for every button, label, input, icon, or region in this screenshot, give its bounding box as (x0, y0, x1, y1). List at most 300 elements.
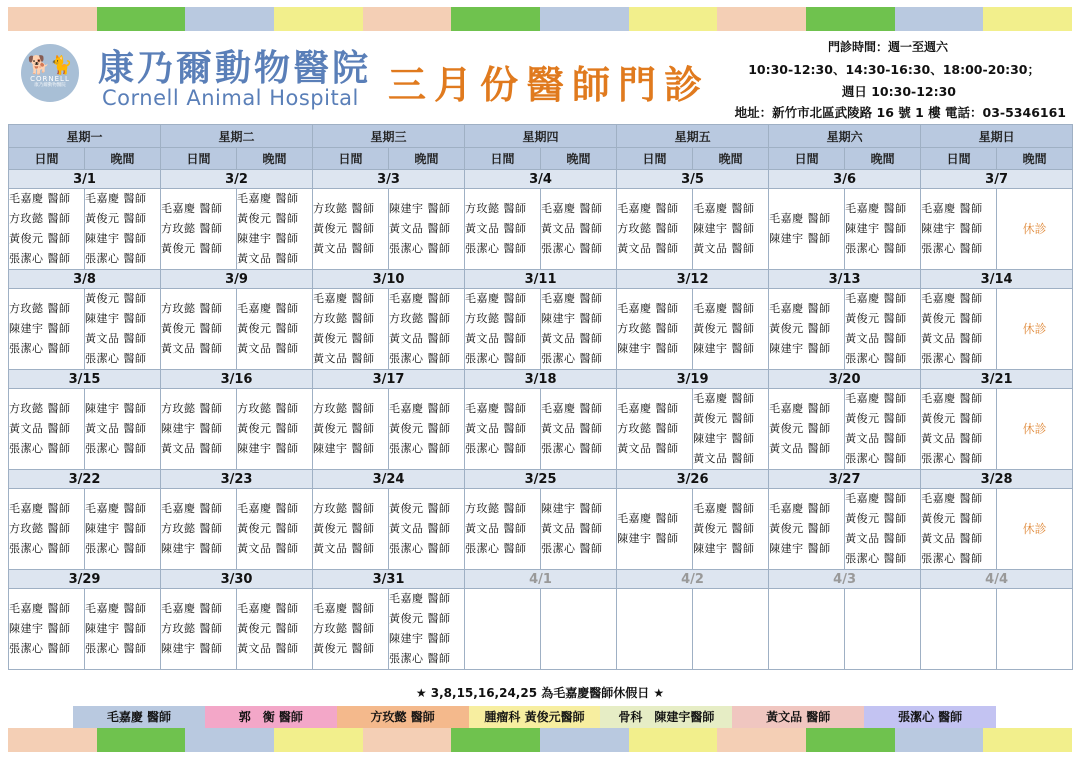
shift-cell (921, 389, 997, 470)
doctor-entry: 黃文品 醫師 (161, 342, 223, 355)
stripe-segment (185, 7, 274, 31)
date-cell: 3/23 (161, 470, 313, 489)
doctor-entry: 毛嘉慶 醫師 (9, 502, 71, 515)
doctor-entry: 黃文品 醫師 (465, 422, 527, 435)
shift-cell (161, 289, 237, 370)
shift-cell (465, 589, 541, 670)
doctor-entry: 陳建宇 醫師 (769, 232, 831, 245)
doctor-entry: 方玫懿 醫師 (237, 402, 299, 415)
date-cell: 3/1 (9, 170, 161, 189)
doctor-entry: 毛嘉慶 醫師 (921, 292, 983, 305)
doctor-entry: 黃俊元 醫師 (313, 332, 375, 345)
schedule-row (9, 389, 1073, 470)
shift-cell (161, 389, 237, 470)
doctor-entry: 黃文品 醫師 (161, 442, 223, 455)
doctor-entry: 陳建宇 醫師 (617, 532, 679, 545)
doctor-entry: 黃俊元 醫師 (313, 642, 375, 655)
shift-cell (617, 589, 693, 670)
date-cell: 3/8 (9, 270, 161, 289)
doctor-entry: 毛嘉慶 醫師 (541, 402, 603, 415)
doctor-entry: 張潔心 醫師 (465, 442, 527, 455)
doctor-entry: 陳建宇 醫師 (693, 432, 755, 445)
doctor-entry: 張潔心 醫師 (541, 442, 603, 455)
shift-night-header: 晚間 (237, 148, 313, 170)
shift-cell (313, 289, 389, 370)
doctor-entry: 毛嘉慶 醫師 (617, 402, 679, 415)
legend-item: 骨科 陳建宇醫師 (600, 706, 732, 728)
closed-cell: 休診 (997, 289, 1073, 370)
doctor-entry: 毛嘉慶 醫師 (9, 602, 71, 615)
shift-cell (997, 589, 1073, 670)
doctor-entry: 毛嘉慶 醫師 (237, 302, 299, 315)
doctor-entry: 毛嘉慶 醫師 (921, 392, 983, 405)
shift-day-header: 日間 (161, 148, 237, 170)
day-header: 星期五 (617, 125, 769, 148)
date-cell: 3/26 (617, 470, 769, 489)
doctor-entry: 毛嘉慶 醫師 (921, 202, 983, 215)
stripe-segment (629, 7, 718, 31)
doctor-entry: 張潔心 醫師 (9, 642, 71, 655)
doctor-entry: 黃文品 醫師 (85, 332, 147, 345)
doctor-entry: 毛嘉慶 醫師 (85, 502, 147, 515)
stripe-segment (629, 728, 718, 752)
date-cell: 3/3 (313, 170, 465, 189)
shift-header-row (9, 148, 1073, 170)
shift-night-header: 晚間 (389, 148, 465, 170)
shift-cell (693, 189, 769, 270)
closed-cell: 休診 (997, 389, 1073, 470)
stripe-segment (983, 7, 1072, 31)
shift-cell (85, 489, 161, 570)
shift-cell (9, 589, 85, 670)
hospital-name-cn: 康乃爾動物醫院 (98, 47, 372, 89)
doctor-entry: 黃文品 醫師 (237, 342, 299, 355)
doctor-entry: 黃俊元 醫師 (237, 522, 299, 535)
doctor-entry: 黃俊元 醫師 (161, 322, 223, 335)
date-cell: 3/22 (9, 470, 161, 489)
doctor-entry: 黃文品 醫師 (313, 352, 375, 365)
hours-label: 門診時間：週一至週六 (827, 40, 948, 54)
doctor-entry: 張潔心 醫師 (921, 242, 983, 255)
shift-cell (161, 489, 237, 570)
shift-day-header: 日間 (921, 148, 997, 170)
doctor-entry: 陳建宇 醫師 (693, 342, 755, 355)
date-cell: 3/15 (9, 370, 161, 389)
doctor-entry: 黃文品 醫師 (617, 242, 679, 255)
shift-cell (313, 189, 389, 270)
doctor-entry: 方玫懿 醫師 (9, 522, 71, 535)
legend-item: 腫瘤科 黃俊元醫師 (469, 706, 601, 728)
doctor-entry: 黃文品 醫師 (9, 422, 71, 435)
doctor-entry: 方玫懿 醫師 (313, 622, 375, 635)
doctor-entry: 黃文品 醫師 (237, 542, 299, 555)
date-row (9, 570, 1073, 589)
legend-item: 方玫懿 醫師 (337, 706, 469, 728)
shift-cell (465, 389, 541, 470)
shift-cell (313, 389, 389, 470)
doctor-entry: 張潔心 醫師 (845, 242, 907, 255)
doctor-entry: 黃俊元 醫師 (769, 322, 831, 335)
doctor-entry: 黃文品 醫師 (921, 532, 983, 545)
shift-cell (769, 289, 845, 370)
stripe-segment (540, 7, 629, 31)
doctor-entry: 毛嘉慶 醫師 (693, 202, 755, 215)
doctor-entry: 陳建宇 醫師 (389, 202, 451, 215)
day-header: 星期四 (465, 125, 617, 148)
doctor-entry: 黃文品 醫師 (237, 252, 299, 265)
hospital-name-en: Cornell Animal Hospital (102, 86, 359, 110)
shift-cell (541, 389, 617, 470)
doctor-entry: 黃俊元 醫師 (693, 412, 755, 425)
doctor-entry: 毛嘉慶 醫師 (9, 192, 71, 205)
doctor-entry: 黃俊元 醫師 (85, 292, 147, 305)
stripe-segment (717, 728, 806, 752)
shift-cell (769, 389, 845, 470)
shift-cell (237, 389, 313, 470)
closed-cell: 休診 (997, 189, 1073, 270)
shift-cell (9, 389, 85, 470)
date-row (9, 270, 1073, 289)
shift-cell (465, 189, 541, 270)
doctor-entry: 黃文品 醫師 (541, 522, 603, 535)
date-cell: 3/12 (617, 270, 769, 289)
doctor-entry: 黃文品 醫師 (541, 422, 603, 435)
doctor-entry: 黃俊元 醫師 (921, 412, 983, 425)
logo-text: CORNELL (30, 75, 70, 83)
doctor-entry: 黃俊元 醫師 (161, 242, 223, 255)
doctor-entry: 黃文品 醫師 (769, 442, 831, 455)
date-cell: 3/9 (161, 270, 313, 289)
doctor-entry: 毛嘉慶 醫師 (769, 402, 831, 415)
shift-cell (237, 189, 313, 270)
date-cell: 3/18 (465, 370, 617, 389)
date-cell: 3/20 (769, 370, 921, 389)
doctor-entry: 張潔心 醫師 (541, 352, 603, 365)
date-cell: 4/1 (465, 570, 617, 589)
date-cell: 3/30 (161, 570, 313, 589)
shift-cell (313, 489, 389, 570)
shift-night-header: 晚間 (541, 148, 617, 170)
date-cell: 3/27 (769, 470, 921, 489)
doctor-entry: 毛嘉慶 醫師 (693, 502, 755, 515)
doctor-entry: 毛嘉慶 醫師 (161, 602, 223, 615)
stripe-segment (895, 7, 984, 31)
doctor-entry: 黃文品 醫師 (845, 432, 907, 445)
doctor-entry: 黃文品 醫師 (845, 332, 907, 345)
doctor-entry: 毛嘉慶 醫師 (389, 592, 451, 605)
doctor-entry: 張潔心 醫師 (921, 452, 983, 465)
doctor-entry: 黃文品 醫師 (465, 522, 527, 535)
day-header: 星期日 (921, 125, 1073, 148)
doctor-entry: 毛嘉慶 醫師 (389, 292, 451, 305)
doctor-entry: 黃俊元 醫師 (845, 312, 907, 325)
shift-cell (845, 389, 921, 470)
closed-cell: 休診 (997, 489, 1073, 570)
doctor-entry: 黃文品 醫師 (693, 242, 755, 255)
hospital-logo (21, 44, 79, 102)
schedule-row (9, 189, 1073, 270)
doctor-entry: 陳建宇 醫師 (161, 542, 223, 555)
doctor-entry: 方玫懿 醫師 (161, 302, 223, 315)
doctor-entry: 陳建宇 醫師 (237, 442, 299, 455)
stripe-segment (274, 7, 363, 31)
stripe-segment (451, 728, 540, 752)
doctor-entry: 方玫懿 醫師 (617, 422, 679, 435)
schedule-table (8, 124, 1073, 670)
doctor-entry: 黃俊元 醫師 (921, 512, 983, 525)
doctor-entry: 黃文品 醫師 (617, 442, 679, 455)
stripe-segment (8, 728, 97, 752)
stripe-segment (451, 7, 540, 31)
doctor-entry: 毛嘉慶 醫師 (313, 292, 375, 305)
doctor-entry: 毛嘉慶 醫師 (693, 392, 755, 405)
doctor-entry: 張潔心 醫師 (389, 352, 451, 365)
doctor-entry: 毛嘉慶 醫師 (769, 502, 831, 515)
doctor-entry: 方玫懿 醫師 (161, 522, 223, 535)
doctor-entry: 黃文品 醫師 (921, 332, 983, 345)
date-cell: 3/21 (921, 370, 1073, 389)
shift-cell (693, 289, 769, 370)
shift-day-header: 日間 (465, 148, 541, 170)
date-cell: 3/7 (921, 170, 1073, 189)
shift-cell (161, 589, 237, 670)
doctor-entry: 陳建宇 醫師 (845, 222, 907, 235)
doctor-entry: 陳建宇 醫師 (85, 622, 147, 635)
shift-cell (389, 389, 465, 470)
doctor-entry: 黃文品 醫師 (389, 332, 451, 345)
doctor-entry: 毛嘉慶 醫師 (85, 192, 147, 205)
doctor-entry: 毛嘉慶 醫師 (85, 602, 147, 615)
doctor-entry: 張潔心 醫師 (9, 442, 71, 455)
doctor-entry: 陳建宇 醫師 (313, 442, 375, 455)
doctor-entry: 毛嘉慶 醫師 (845, 492, 907, 505)
shift-cell (541, 189, 617, 270)
doctor-entry: 黃俊元 醫師 (237, 422, 299, 435)
doctor-entry: 陳建宇 醫師 (617, 342, 679, 355)
hours-sunday: 週日 10:30-12:30 (841, 84, 956, 99)
date-cell: 3/28 (921, 470, 1073, 489)
doctor-entry: 黃文品 醫師 (465, 332, 527, 345)
doctor-entry: 毛嘉慶 醫師 (313, 602, 375, 615)
date-cell: 3/2 (161, 170, 313, 189)
shift-cell (845, 289, 921, 370)
day-header: 星期一 (9, 125, 161, 148)
stripe-segment (8, 7, 97, 31)
date-cell: 4/3 (769, 570, 921, 589)
date-cell: 3/5 (617, 170, 769, 189)
doctor-entry: 毛嘉慶 醫師 (237, 602, 299, 615)
doctor-entry: 黃文品 醫師 (85, 422, 147, 435)
shift-cell (465, 489, 541, 570)
doctor-entry: 毛嘉慶 醫師 (161, 202, 223, 215)
shift-cell (693, 389, 769, 470)
stripe-segment (363, 7, 452, 31)
doctor-entry: 黃俊元 醫師 (9, 232, 71, 245)
stripe-segment (717, 7, 806, 31)
doctor-entry: 黃俊元 醫師 (845, 412, 907, 425)
shift-cell (921, 289, 997, 370)
doctor-entry: 黃俊元 醫師 (389, 612, 451, 625)
doctor-entry: 方玫懿 醫師 (465, 202, 527, 215)
shift-cell (617, 289, 693, 370)
shift-cell (769, 489, 845, 570)
day-header: 星期二 (161, 125, 313, 148)
doctor-entry: 毛嘉慶 醫師 (237, 192, 299, 205)
date-row (9, 470, 1073, 489)
doctor-entry: 張潔心 醫師 (9, 342, 71, 355)
doctor-entry: 張潔心 醫師 (9, 542, 71, 555)
doctor-entry: 毛嘉慶 醫師 (845, 392, 907, 405)
shift-cell (85, 389, 161, 470)
doctor-entry: 陳建宇 醫師 (693, 222, 755, 235)
doctor-entry: 毛嘉慶 醫師 (921, 492, 983, 505)
doctor-entry: 方玫懿 醫師 (161, 622, 223, 635)
date-cell: 3/14 (921, 270, 1073, 289)
date-cell: 3/11 (465, 270, 617, 289)
shift-cell (921, 489, 997, 570)
day-header-row (9, 125, 1073, 148)
shift-cell (693, 589, 769, 670)
doctor-entry: 方玫懿 醫師 (465, 502, 527, 515)
date-cell: 3/6 (769, 170, 921, 189)
shift-cell (541, 289, 617, 370)
shift-cell (921, 589, 997, 670)
doctor-entry: 黃俊元 醫師 (769, 422, 831, 435)
shift-night-header: 晚間 (693, 148, 769, 170)
doctor-entry: 張潔心 醫師 (465, 242, 527, 255)
bottom-color-stripe (8, 728, 1072, 752)
doctor-entry: 黃文品 醫師 (465, 222, 527, 235)
stripe-segment (97, 7, 186, 31)
doctor-entry: 張潔心 醫師 (85, 442, 147, 455)
doctor-entry: 黃俊元 醫師 (769, 522, 831, 535)
doctor-entry: 毛嘉慶 醫師 (617, 202, 679, 215)
doctor-entry: 方玫懿 醫師 (9, 302, 71, 315)
shift-cell (541, 489, 617, 570)
doctor-entry: 方玫懿 醫師 (617, 322, 679, 335)
doctor-entry: 毛嘉慶 醫師 (845, 292, 907, 305)
shift-cell (237, 489, 313, 570)
shift-cell (617, 489, 693, 570)
shift-cell (389, 489, 465, 570)
doctor-entry: 黃俊元 醫師 (237, 212, 299, 225)
doctor-entry: 黃文品 醫師 (237, 642, 299, 655)
date-cell: 3/29 (9, 570, 161, 589)
shift-cell (845, 589, 921, 670)
doctor-entry: 張潔心 醫師 (541, 242, 603, 255)
doctor-entry: 黃俊元 醫師 (389, 502, 451, 515)
doctor-entry: 張潔心 醫師 (85, 542, 147, 555)
doctor-entry: 黃俊元 醫師 (313, 522, 375, 535)
schedule-row (9, 289, 1073, 370)
doctor-entry: 黃俊元 醫師 (693, 522, 755, 535)
doctor-entry: 黃俊元 醫師 (845, 512, 907, 525)
top-color-stripe (8, 7, 1072, 31)
legend-item: 黃文品 醫師 (732, 706, 864, 728)
doctor-entry: 方玫懿 醫師 (313, 312, 375, 325)
doctor-entry: 陳建宇 醫師 (541, 502, 603, 515)
date-cell: 3/13 (769, 270, 921, 289)
shift-night-header: 晚間 (845, 148, 921, 170)
stripe-segment (97, 728, 186, 752)
date-cell: 4/2 (617, 570, 769, 589)
day-header: 星期三 (313, 125, 465, 148)
shift-cell (541, 589, 617, 670)
date-cell: 3/24 (313, 470, 465, 489)
doctor-entry: 毛嘉慶 醫師 (161, 502, 223, 515)
doctor-entry: 陳建宇 醫師 (237, 232, 299, 245)
doctor-entry: 黃俊元 醫師 (237, 622, 299, 635)
doctor-entry: 黃文品 醫師 (541, 222, 603, 235)
doctor-entry: 方玫懿 醫師 (313, 402, 375, 415)
doctor-entry: 毛嘉慶 醫師 (769, 212, 831, 225)
doctor-entry: 陳建宇 醫師 (769, 342, 831, 355)
doctor-entry: 方玫懿 醫師 (617, 222, 679, 235)
doctor-entry: 陳建宇 醫師 (921, 222, 983, 235)
doctor-entry: 陳建宇 醫師 (389, 632, 451, 645)
doctor-entry: 黃文品 醫師 (313, 242, 375, 255)
shift-night-header: 晚間 (85, 148, 161, 170)
doctor-entry: 張潔心 醫師 (921, 352, 983, 365)
doctor-entry: 張潔心 醫師 (845, 352, 907, 365)
stripe-segment (895, 728, 984, 752)
doctor-entry: 陳建宇 醫師 (85, 232, 147, 245)
shift-cell (769, 189, 845, 270)
paw-icon: 🐕🐈 (27, 55, 73, 76)
doctor-entry: 黃俊元 醫師 (85, 212, 147, 225)
doctor-entry: 張潔心 醫師 (85, 252, 147, 265)
doctor-entry: 黃俊元 醫師 (921, 312, 983, 325)
doctor-entry: 方玫懿 醫師 (465, 312, 527, 325)
doctor-entry: 陳建宇 醫師 (85, 402, 147, 415)
doctor-entry: 張潔心 醫師 (389, 652, 451, 665)
doctor-entry: 毛嘉慶 醫師 (845, 202, 907, 215)
doctor-entry: 毛嘉慶 醫師 (237, 502, 299, 515)
doctor-entry: 陳建宇 醫師 (85, 522, 147, 535)
shift-cell (161, 189, 237, 270)
schedule-row (9, 489, 1073, 570)
legend-item: 郭 衡 醫師 (205, 706, 337, 728)
shift-cell (769, 589, 845, 670)
shift-day-header: 日間 (617, 148, 693, 170)
doctor-entry: 黃文品 醫師 (845, 532, 907, 545)
doctor-entry: 黃文品 醫師 (389, 222, 451, 235)
doctor-entry: 張潔心 醫師 (845, 552, 907, 565)
date-cell: 3/4 (465, 170, 617, 189)
shift-cell (85, 289, 161, 370)
doctor-entry: 張潔心 醫師 (465, 542, 527, 555)
shift-cell (85, 589, 161, 670)
shift-day-header: 日間 (313, 148, 389, 170)
doctor-entry: 陳建宇 醫師 (769, 542, 831, 555)
stripe-segment (806, 7, 895, 31)
shift-cell (85, 189, 161, 270)
doctor-entry: 毛嘉慶 醫師 (389, 402, 451, 415)
doctor-entry: 黃俊元 醫師 (237, 322, 299, 335)
doctor-entry: 陳建宇 醫師 (161, 642, 223, 655)
shift-day-header: 日間 (9, 148, 85, 170)
doctor-entry: 毛嘉慶 醫師 (465, 402, 527, 415)
date-row (9, 170, 1073, 189)
schedule-row (9, 589, 1073, 670)
doctor-entry: 陳建宇 醫師 (693, 542, 755, 555)
doctor-entry: 黃文品 醫師 (313, 542, 375, 555)
doctor-entry: 方玫懿 醫師 (389, 312, 451, 325)
shift-cell (237, 589, 313, 670)
doctor-entry: 黃俊元 醫師 (389, 422, 451, 435)
shift-cell (389, 589, 465, 670)
doctor-entry: 毛嘉慶 醫師 (769, 302, 831, 315)
